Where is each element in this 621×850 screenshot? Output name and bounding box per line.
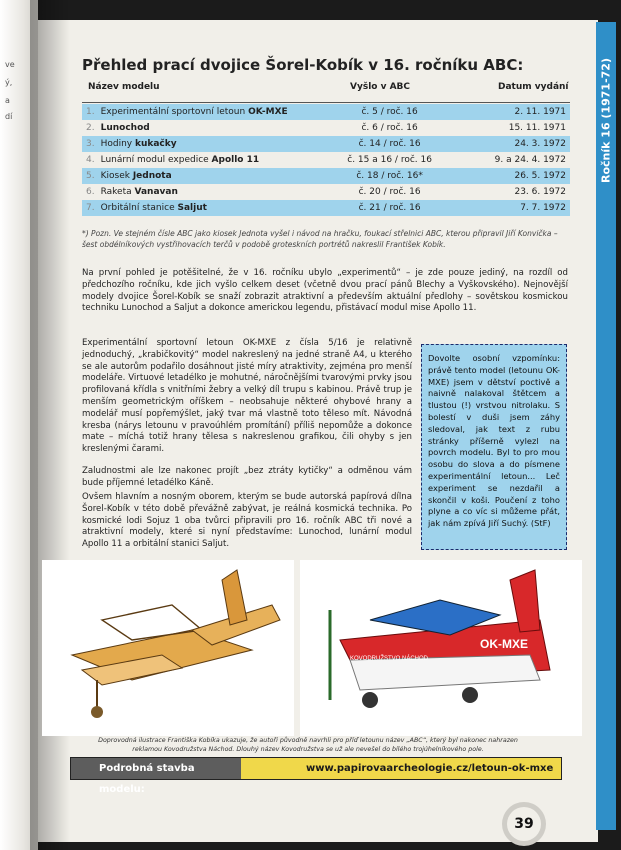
model-name-cell (82, 120, 326, 136)
row-number: 6. (86, 187, 95, 197)
model-name-cell (82, 136, 326, 152)
page-number: 39 (507, 807, 541, 841)
plane-advertisement: KOVODRUŽSTVO NÁCHOD (350, 656, 429, 662)
model-name-cell (82, 104, 326, 120)
issue-cell: č. 14 / roč. 16 (326, 136, 453, 152)
issue-cell: č. 21 / roč. 16 (326, 200, 453, 216)
date-cell: 23. 6. 1972 (514, 187, 566, 197)
model-name-bold: Vanavan (134, 187, 178, 197)
model-name-prefix: Kiosek (100, 171, 133, 181)
plane-registration-mark: OK-MXE (480, 637, 528, 651)
model-name-bold: Apollo 11 (211, 155, 260, 165)
header-date: Datum vydání (498, 82, 569, 92)
issue-cell: č. 15 a 16 / roč. 16 (347, 155, 432, 165)
page-title: Přehled prací dvojice Šorel-Kobík v 16. ročníku ABC: (82, 56, 524, 74)
model-name-prefix: Raketa (100, 187, 135, 197)
date-cell: 7. 7. 1972 (453, 200, 570, 216)
model-name-cell (82, 184, 326, 200)
issue-cell: č. 5 / roč. 16 (326, 104, 453, 120)
table-row (82, 168, 570, 184)
issue-cell: č. 6 / roč. 16 (361, 123, 418, 133)
intro-paragraph: Na první pohled je potěšitelné, že v 16. ročníku ubylo „experimentů“ – je zde pouze jediný, na rozdíl od předchozího ročníku, kde jich vyšlo celkem deset (včetně dvou prací pánů Blechy a Vyškovského). Nejnovější modely dvojice Šorel-Kobík se snaží zobrazit atraktivní a především aktuální předlohy – sovětskou kosmickou techniku Lunochod a Saljut a dokonce americkou legendu, přistávací modul mise Apollo 11. (82, 268, 568, 314)
model-name-prefix: Orbitální stanice (100, 203, 178, 213)
footnote: *) Pozn. Ve stejném čísle ABC jako kiosek Jednota vyšel i návod na hračku, foukací střelnici ABC, kterou připravil Jiří Konvička – šest obdélníkových vystřihovacích terčů v podobě groteskních portrétů nakreslil František Kobík. (82, 229, 558, 249)
margin-fragment: a (5, 96, 10, 105)
model-name-prefix: Lunární modul expedice (100, 155, 212, 165)
article-paragraph: Ovšem hlavním a nosným oborem, kterým se bude autorská papírová dílna Šorel-Kobík v této době převážně zabývat, je reálná kosmická technika. Po kosmické lodi Sojuz 1 oba tvůrci připravili pro 16. ročník ABC tři nové a atraktivní modely, které si nyní představíme: Lunochod, lunární modul Apollo 11 a orbitální stanici Saljut. (82, 492, 412, 550)
model-name-cell (82, 168, 326, 184)
date-cell: 26. 5. 1972 (453, 168, 570, 184)
margin-fragment: ve (5, 60, 15, 69)
model-name-bold: Jednota (132, 171, 172, 181)
volume-label: Ročník 16 (1971-72) (599, 58, 613, 184)
table-row (82, 200, 570, 216)
date-cell: 15. 11. 1971 (508, 123, 566, 133)
banner-label: Podrobná stavba modelu: (71, 758, 241, 779)
table-row (82, 104, 570, 120)
table-header (82, 80, 570, 103)
page-number-badge (502, 802, 546, 846)
row-number: 3. (86, 139, 95, 149)
model-name-prefix: Hodiny (100, 139, 135, 149)
issue-cell: č. 20 / roč. 16 (358, 187, 421, 197)
model-url-link[interactable]: www.papirovaarcheologie.cz/letoun-ok-mxe (306, 763, 554, 774)
header-issue: Vyšlo v ABC (350, 82, 411, 92)
date-cell: 24. 3. 1972 (453, 136, 570, 152)
article-paragraph: Zaludnostmi ale lze nakonec projít „bez ztráty kytičky“ a odměnou vám bude příjemné letadélko Káně. (82, 466, 412, 488)
row-number: 4. (86, 155, 95, 165)
model-name-prefix: Experimentální sportovní letoun (100, 107, 249, 117)
article-paragraph: Experimentální sportovní letoun OK-MXE z čísla 5/16 je relativně jednoduchý, „krabičkovitý“ model nakreslený na jedné straně A4, u kterého se ale autorům podařilo dosáhnout jisté míry atraktivity, zejména pro menší modeláře. Virtuové letadélko je mohutné, náročnějšími tvarovými prvky jsou profilovaná křídla s vnitřními žebry a velký díl trupu s kabinou. Právě trup je menším geometrickým oříškem – neobsahuje některé ohybové hrany a modelář musí popřemýšlet, jaký tvar má vlastně toto těleso mít. Návodná kresba (nárys letounu v pravoúhlém promítání) příliš nepomůže a dokonce mate – míchá totiž hrany tělesa s nakreslenou grafikou, čili ohyby s jen kreslenými čarami. (82, 338, 412, 455)
model-photo (300, 560, 582, 736)
date-cell: 9. a 24. 4. 1972 (494, 155, 566, 165)
margin-fragment: ý, (5, 78, 13, 87)
model-name-cell (82, 200, 326, 216)
model-link-banner[interactable] (70, 757, 562, 795)
table-row (82, 152, 570, 168)
model-name-bold: kukačky (134, 139, 177, 149)
date-cell: 2. 11. 1971 (453, 104, 570, 120)
photo-caption: Doprovodná ilustrace Františka Kobíka ukazuje, že autoři původně navrhli pro příď letounu název „ABC“, který byl nakonec nahrazen reklamou Kovodružstva Náchod. Dlouhý název Kovodružstva se už ale nevešel do bílého trojúhelníkového pole. (98, 737, 518, 753)
model-name-bold: Lunochod (100, 123, 150, 133)
header-name: Název modelu (88, 82, 160, 92)
model-name-bold: OK-MXE (248, 107, 288, 117)
memory-box: Dovolte osobní vzpomínku: právě tento model (letounu OK-MXE) jsem v dětství poctivě a naivně nalakoval štětcem a tlustou (!) vrstvou nitrolaku. S bolestí v duši jsem záhy sledoval, jak text z rubu stránky příšerně vylezl na povrch modelu. Byl to pro mou osobu do slova a do písmene experimentální letoun... Leč experiment se nezdařil a skončil v koši. Poučení z toho plyne a co víc si můžeme přát, jak nám zpívá Jiří Suchý. (StF) (421, 344, 567, 550)
table-row (82, 120, 570, 136)
table-row (82, 184, 570, 200)
model-name-cell (82, 152, 326, 168)
models-table (82, 104, 570, 216)
row-number: 2. (86, 123, 95, 133)
illustration-photo (42, 560, 294, 736)
row-number: 7. (86, 203, 95, 213)
margin-fragment: dí (5, 112, 13, 121)
row-number: 1. (86, 107, 95, 117)
model-name-bold: Saljut (177, 203, 207, 213)
table-row (82, 136, 570, 152)
issue-cell: č. 18 / roč. 16* (326, 168, 453, 184)
row-number: 5. (86, 171, 95, 181)
